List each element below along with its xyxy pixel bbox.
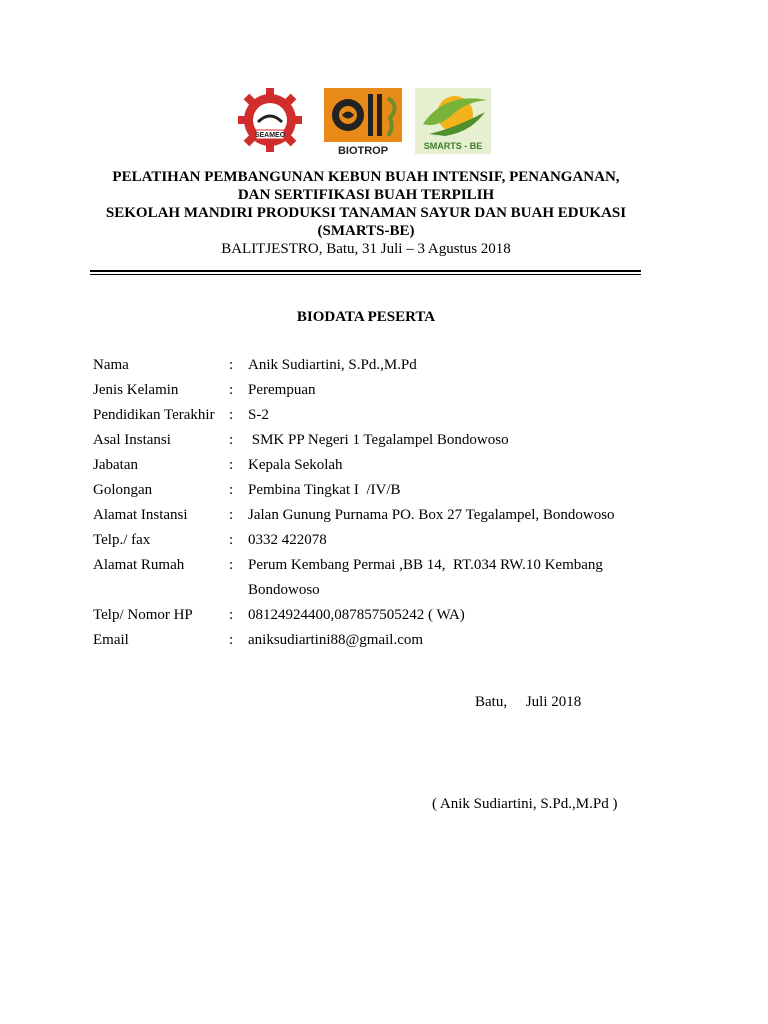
field-label: Telp/ Nomor HP: [93, 607, 193, 623]
field-separator: :: [229, 382, 234, 398]
header-title-line-2: DAN SERTIFIKASI BUAH TERPILIH: [237, 187, 495, 203]
field-value: Kepala Sekolah: [248, 457, 343, 473]
smarts-be-logo-text: SMARTS - BE: [423, 141, 483, 151]
field-separator: :: [229, 457, 234, 473]
document-header: [60, 168, 672, 258]
field-value: Perempuan: [248, 382, 316, 398]
field-label: Jabatan: [93, 457, 138, 473]
header-title-line-1: PELATIHAN PEMBANGUNAN KEBUN BUAH INTENSIF, PENANGANAN,: [112, 169, 620, 185]
field-label: Nama: [93, 357, 129, 373]
field-value: Perum Kembang Permai ,BB 14, RT.034 RW.10 Kembang Bondowoso: [248, 557, 607, 598]
field-separator: :: [229, 607, 234, 623]
field-separator: :: [229, 482, 234, 498]
seameo-logo-icon: [238, 86, 302, 154]
smarts-be-logo-icon: [415, 88, 491, 154]
header-venue-date: BALITJESTRO, Batu, 31 Juli – 3 Agustus 2018: [221, 241, 511, 257]
seameo-logo-text: SEAMEO: [254, 132, 286, 139]
field-value: Jalan Gunung Purnama PO. Box 27 Tegalampel, Bondowoso: [248, 507, 615, 523]
field-value: aniksudiartini88@gmail.com: [248, 632, 424, 648]
field-label: Telp./ fax: [93, 532, 151, 548]
field-label: Pendidikan Terakhir: [93, 407, 215, 423]
field-value: Anik Sudiartini, S.Pd.,M.Pd: [248, 357, 417, 373]
field-label: Alamat Instansi: [93, 507, 188, 523]
field-value: S-2: [248, 407, 269, 423]
field-separator: :: [229, 357, 234, 373]
biotrop-logo-text: BIOTROP: [337, 145, 389, 156]
header-divider-thin: [90, 274, 641, 275]
signature-name: ( Anik Sudiartini, S.Pd.,M.Pd ): [432, 796, 618, 812]
header-title-line-3: SEKOLAH MANDIRI PRODUKSI TANAMAN SAYUR DAN BUAH EDUKASI: [105, 205, 627, 221]
field-value: SMK PP Negeri 1 Tegalampel Bondowoso: [248, 432, 509, 448]
field-value: Pembina Tingkat I /IV/B: [248, 482, 401, 498]
field-label: Golongan: [93, 482, 153, 498]
header-divider-thick: [90, 270, 641, 272]
field-value: 08124924400,087857505242 ( WA): [248, 607, 465, 623]
field-separator: :: [229, 557, 234, 573]
field-label: Alamat Rumah: [93, 557, 185, 573]
form-title: BIODATA PESERTA: [296, 309, 436, 325]
field-separator: :: [229, 432, 234, 448]
field-label: Email: [93, 632, 129, 648]
field-label: Jenis Kelamin: [93, 382, 179, 398]
field-separator: :: [229, 407, 234, 423]
biotrop-logo-icon: [324, 88, 402, 156]
field-label: Asal Instansi: [93, 432, 171, 448]
header-title-line-4: (SMARTS-BE): [317, 223, 415, 239]
field-separator: :: [229, 507, 234, 523]
field-separator: :: [229, 532, 234, 548]
field-separator: :: [229, 632, 234, 648]
field-value: 0332 422078: [248, 532, 327, 548]
place-and-date: Batu, Juli 2018: [475, 694, 582, 710]
